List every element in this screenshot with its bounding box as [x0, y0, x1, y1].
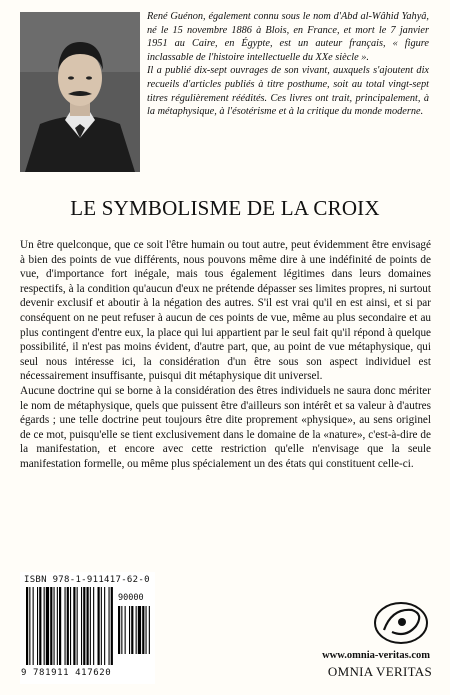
publisher-logo-icon	[372, 600, 430, 646]
book-title: LE SYMBOLISME DE LA CROIX	[70, 196, 380, 220]
barcode-bar	[125, 606, 126, 654]
excerpt-paragraph-2: Aucune doctrine qui se borne à la considération des êtres individuels ne saura donc mériter le nom de métaphysique, quels que puissent être d'ailleurs son intérêt et sa valeur à d'autres égards ; une telle doctrine peut toujours être dite proprement «physique», au sens originel de ce mot, puisqu'elle se tient exclusivement dans le domaine de la «nature», c'est-à-dire de la manifestation, et encore avec cette restriction qu'elle n'envisage que la seule manifestation formelle, ou même plus spécialement un des états qui constituent celle-ci.	[20, 384, 431, 470]
ean-digits: 9 781911 417620	[21, 668, 112, 678]
barcode-bar	[98, 587, 100, 665]
barcode-bar	[138, 606, 141, 654]
barcode-bar	[46, 587, 49, 665]
barcode-bar	[131, 606, 133, 654]
barcode-bar	[67, 587, 69, 665]
author-portrait	[20, 12, 140, 172]
barcode-bar	[54, 587, 55, 665]
barcode-bar	[83, 587, 85, 665]
barcode-bar	[104, 587, 105, 665]
price-code: 90000	[118, 593, 144, 603]
barcode-bar	[65, 587, 66, 665]
publisher-name: OMNIA VERITAS	[327, 664, 432, 679]
barcode-bar	[57, 587, 58, 665]
barcode-bar	[129, 606, 130, 654]
barcode-bar	[90, 587, 91, 665]
barcode-bar	[118, 606, 120, 654]
barcode-bar	[26, 587, 28, 665]
barcode-bar	[70, 587, 71, 665]
author-biography	[147, 10, 429, 119]
barcode-bar	[73, 587, 75, 665]
barcode-bar	[111, 587, 113, 665]
barcode-bar	[44, 587, 45, 665]
bio-paragraph-2: Il a publié dix-sept ouvrages de son vivant, auxquels s'ajoutent dix recueils d'articles publiés à titre posthume, soit au total vingt-sept titres régulièrement réédités. Ces livres ont trait, principalement, à la métaphysique, à l'ésotérisme et à la critique du monde moderne.	[147, 65, 429, 118]
barcode-bar	[121, 606, 122, 654]
barcode-bar	[33, 587, 34, 665]
bio-paragraph-1: René Guénon, également connu sous le nom d'Abd al-Wâhid Yahyâ, né le 15 novembre 1886 à Blois, en France, et mort le 7 janvier 1951 au Caire, en Égypte, est un auteur français, « figure inclassable de l'histoire intellectuelle du XXe siècle ».	[147, 11, 429, 63]
barcode-bar	[37, 587, 38, 665]
barcode-bar	[50, 587, 52, 665]
author-portrait-image	[20, 12, 140, 172]
barcode-bar	[136, 606, 137, 654]
barcode-bar	[109, 587, 110, 665]
barcode-bar	[29, 587, 30, 665]
barcode-bar	[101, 587, 102, 665]
barcode-bar	[77, 587, 78, 665]
barcode-bar	[81, 587, 82, 665]
isbn-text: ISBN 978-1-911417-62-0	[24, 575, 150, 585]
barcode-bar	[149, 606, 150, 654]
excerpt-paragraph-1: Un être quelconque, que ce soit l'être humain ou tout autre, peut évidemment être envisagé à bien des points de vue différents, nous pouvons même dire à une indéfinité de points de vue, d'importance fort inégale, mais tous également légitimes dans leurs domaines respectifs, à la condition qu'aucun d'eux ne prétende dépasser ses limites propres, ni surtout devenir exclusif et aboutir à la négation des autres. S'il est vrai qu'il en est ainsi, et si par conséquent on ne peut refuser à aucun de ces points de vue, même au plus secondaire et au plus contingent d'entre eux, la place qui lui appartient par le seul fait qu'il répond à quelque possibilité, il n'est pas moins évident, d'autre part, que, au point de vue métaphysique, qui seul nous intéresse ici, la considération d'un être sous son aspect individuel est nécessairement insuffisante, puisqui dit métaphysique dit universel.	[20, 239, 431, 383]
publisher-url[interactable]: www.omnia-veritas.com	[322, 650, 430, 661]
barcode-bar	[146, 606, 147, 654]
barcode-bar	[59, 587, 61, 665]
barcode-bar	[87, 587, 89, 665]
book-excerpt	[20, 238, 431, 472]
barcode-bar	[142, 606, 144, 654]
barcode-bar	[39, 587, 41, 665]
barcode-bar	[93, 587, 94, 665]
